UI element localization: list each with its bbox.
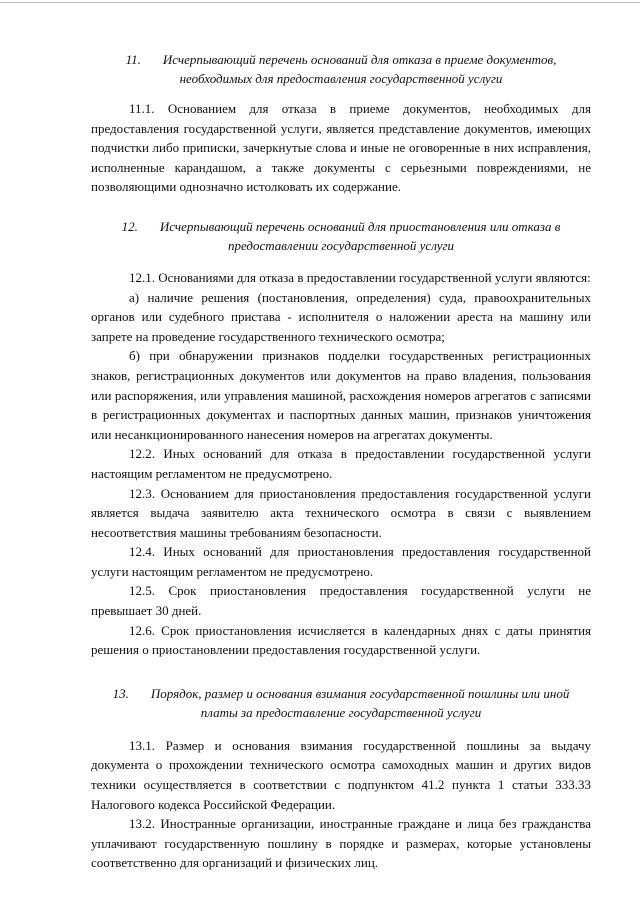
section-13-body xyxy=(91,736,591,873)
scan-top-edge-line xyxy=(0,2,640,3)
section-12-title: Исчерпывающий перечень оснований для приостановления или отказа в предоставлении государственной услуги xyxy=(159,218,561,253)
paragraph-12-2: 12.2. Иных оснований для отказа в предоставлении государственной услуги настоящим регламентом не предусмотрено. xyxy=(91,446,591,481)
section-12-body xyxy=(91,268,591,660)
document-page xyxy=(91,50,591,873)
paragraph-11-1: 11.1. Основанием для отказа в приеме документов, необходимых для предоставления государственной услуги, является представление документов, имеющих подчистки либо приписки, зачеркнутые слова и иные не оговоренные в них исправления, исполненные карандашом, а также документы с серьезными повреждениями, не позволяющими однозначно истолковать их содержание. xyxy=(91,101,591,195)
paragraph-12-1-b: б) при обнаружении признаков подделки государственных регистрационных знаков, регистрационных документов или документов на право владения, пользования или распоряжения, или управления машиной, расхождения номеров агрегатов с записями в регистрационных документах и паспортных данных машин, признаков уничтожения или несанкционированного нанесения номеров на агрегатах документы. xyxy=(91,348,591,442)
section-12-heading xyxy=(91,217,591,255)
paragraph-13-1: 13.1. Размер и основания взимания государственной пошлины за выдачу документа о прохождении технического осмотра самоходных машин и других видов техники осуществляется в соответствии с подпунктом 41.2 пункта 1 статьи 333.33 Налогового кодекса Российской Федерации. xyxy=(91,737,591,812)
paragraph-12-1-a: а) наличие решения (постановления, определения) суда, правоохранительных органов или судебного пристава - исполнителя о наложении ареста на машину или запрете на проведение государственного технического осмотра; xyxy=(91,289,591,344)
paragraph-12-5: 12.5. Срок приостановления предоставления государственной услуги не превышает 30 дней. xyxy=(91,583,591,619)
section-11-number: 11. xyxy=(125,52,141,67)
paragraph-12-3: 12.3. Основанием для приостановления предоставления государственной услуги является выдача заявителю акта технического осмотра в связи с выявлением несоответствия машины требованиям безопасности. xyxy=(91,485,591,540)
section-11-body xyxy=(91,99,591,197)
section-13-number: 13. xyxy=(112,685,129,701)
paragraph-12-1: 12.1. Основаниями для отказа в предоставлении государственной услуги являются: xyxy=(129,269,591,285)
section-12-number: 12. xyxy=(121,218,138,234)
paragraph-13-2: 13.2. Иностранные организации, иностранные граждане и лица без гражданства уплачивают государственную пошлину в порядке и размерах, которые установлены соответственно для организаций и физических лиц. xyxy=(91,816,591,871)
section-11-title: Исчерпывающий перечень оснований для отказа в приеме документов, необходимых для предоставления государственной услуги xyxy=(162,52,557,86)
paragraph-12-6: 12.6. Срок приостановления исчисляется в календарных днях с даты принятия решения о приостановлении предоставления государственной услуги. xyxy=(91,622,591,658)
section-11-heading xyxy=(91,50,591,88)
paragraph-12-4: 12.4. Иных оснований для приостановления предоставления государственной услуги настоящим регламентом не предусмотрено. xyxy=(91,544,591,579)
section-13-title: Порядок, размер и основания взимания государственной пошлины или иной платы за предоставление государственной услуги xyxy=(150,685,570,720)
section-13-heading xyxy=(91,684,591,722)
